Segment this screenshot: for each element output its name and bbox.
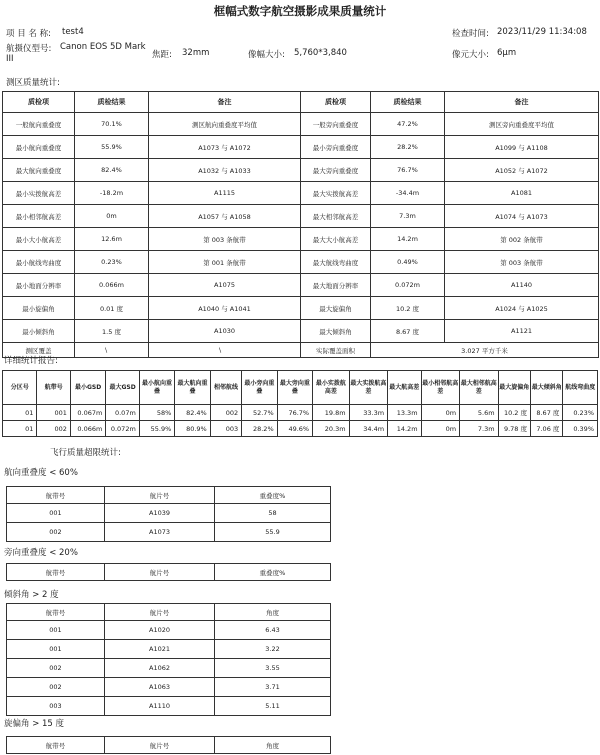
actual-coverage-value: 3.027 平方千米: [371, 343, 599, 358]
quality-row: [3, 297, 599, 320]
detail-cell: 0.066m: [70, 421, 105, 437]
detail-header-cell: 最小实拨航高差: [313, 371, 349, 405]
coverage-label: 测区覆盖: [3, 343, 75, 358]
detail-header-cell: 航带号: [37, 371, 70, 405]
quality-cell: 0.01 度: [75, 297, 149, 320]
quality-row: [3, 182, 599, 205]
quality-table: [2, 91, 599, 358]
quality-row: [3, 113, 599, 136]
quality-cell: 47.2%: [371, 113, 445, 136]
quality-cell: A1024 与 A1025: [445, 297, 599, 320]
limit-header-cell: 角度: [215, 604, 331, 621]
camera-value-line2: III: [6, 54, 14, 64]
project-name-value: test4: [62, 27, 84, 37]
limit-header-cell: 角度: [215, 737, 331, 754]
limit-cell: A1073: [105, 523, 215, 542]
quality-cell: 0.49%: [371, 251, 445, 274]
detail-cell: 0.39%: [563, 421, 598, 437]
detail-cell: 0.067m: [70, 405, 105, 421]
actual-coverage-label: 实际覆盖面积: [301, 343, 371, 358]
limit-header-cell: 航带号: [7, 487, 105, 504]
quality-cell: 最小实拨航高差: [3, 182, 75, 205]
limit-cell: 58: [215, 504, 331, 523]
limit-header-cell: 重叠度%: [215, 564, 331, 581]
camera-label: 航摄仪型号:: [6, 44, 52, 54]
detail-header-cell: 最小航向重叠: [139, 371, 174, 405]
quality-cell: A1081: [445, 182, 599, 205]
detail-cell: 7.06 度: [530, 421, 562, 437]
detail-cell: 7.3m: [460, 421, 499, 437]
quality-row: [3, 320, 599, 343]
quality-cell: 最小航向重叠度: [3, 136, 75, 159]
quality-cell: 最大地面分辨率: [301, 274, 371, 297]
limit-cell: A1062: [105, 659, 215, 678]
check-time-value: 2023/11/29 11:34:08: [497, 27, 587, 37]
detail-header-cell: 最大旋偏角: [498, 371, 530, 405]
quality-row: [3, 251, 599, 274]
coverage-row: [3, 343, 599, 358]
quality-header-cell: 质检项: [301, 92, 371, 113]
quality-cell: 最小地面分辨率: [3, 274, 75, 297]
quality-cell: 第 003 条航带: [149, 228, 301, 251]
quality-cell: 0m: [75, 205, 149, 228]
limit-cell: A1021: [105, 640, 215, 659]
limit-header-cell: 航带号: [7, 737, 105, 754]
limit-header-row: [7, 564, 331, 581]
limit-section-title: 倾斜角 > 2 度: [4, 590, 59, 600]
quality-header-cell: 质检项: [3, 92, 75, 113]
quality-cell: 最大旁向重叠度: [301, 159, 371, 182]
quality-cell: -18.2m: [75, 182, 149, 205]
limit-header-cell: 航带号: [7, 564, 105, 581]
quality-cell: 0.072m: [371, 274, 445, 297]
limit-row: [7, 697, 331, 716]
coverage-result: \: [75, 343, 149, 358]
quality-row: [3, 159, 599, 182]
detail-cell: 5.6m: [460, 405, 499, 421]
limit-table: [6, 563, 331, 581]
quality-cell: 1.5 度: [75, 320, 149, 343]
quality-cell: 最大倾斜角: [301, 320, 371, 343]
limit-cell: A1039: [105, 504, 215, 523]
limit-cell: A1063: [105, 678, 215, 697]
detail-header-cell: 相邻航线: [210, 371, 241, 405]
pixel-size-value: 6μm: [497, 48, 517, 58]
quality-cell: 最大航向重叠度: [3, 159, 75, 182]
quality-cell: 第 001 条航带: [149, 251, 301, 274]
detail-cell: 002: [210, 405, 241, 421]
quality-cell: A1032 与 A1033: [149, 159, 301, 182]
limit-table: [6, 603, 331, 716]
quality-cell: 第 002 条航带: [445, 228, 599, 251]
quality-cell: 一般航向重叠度: [3, 113, 75, 136]
quality-cell: 0.066m: [75, 274, 149, 297]
detail-header-cell: 航线弯曲度: [563, 371, 598, 405]
limit-cell: 3.55: [215, 659, 331, 678]
detail-row: [3, 405, 598, 421]
limit-header-cell: 航带号: [7, 604, 105, 621]
detail-header-cell: 分区号: [3, 371, 37, 405]
detail-cell: 14.2m: [388, 421, 421, 437]
limit-header-cell: 重叠度%: [215, 487, 331, 504]
limit-cell: 001: [7, 621, 105, 640]
detail-header-row: [3, 371, 598, 405]
coverage-note: \: [149, 343, 301, 358]
limit-header-row: [7, 604, 331, 621]
detail-cell: 0.07m: [106, 405, 139, 421]
quality-cell: 10.2 度: [371, 297, 445, 320]
detail-row: [3, 421, 598, 437]
quality-cell: 一般旁向重叠度: [301, 113, 371, 136]
detail-cell: 49.6%: [277, 421, 312, 437]
limit-row: [7, 640, 331, 659]
quality-cell: 28.2%: [371, 136, 445, 159]
detail-header-cell: 最小相邻航高差: [421, 371, 460, 405]
detail-section-title: 详细统计报告:: [4, 356, 58, 366]
quality-row: [3, 274, 599, 297]
limit-cell: 002: [7, 678, 105, 697]
quality-cell: 最小航线弯曲度: [3, 251, 75, 274]
detail-cell: 82.4%: [175, 405, 210, 421]
detail-table: [2, 370, 598, 437]
detail-cell: 58%: [139, 405, 174, 421]
limit-header-cell: 航片号: [105, 564, 215, 581]
detail-cell: 01: [3, 405, 37, 421]
detail-cell: 28.2%: [242, 421, 277, 437]
detail-cell: 52.7%: [242, 405, 277, 421]
detail-cell: 002: [37, 421, 70, 437]
pixel-size-label: 像元大小:: [452, 50, 489, 60]
quality-cell: 最大航线弯曲度: [301, 251, 371, 274]
quality-cell: A1040 与 A1041: [149, 297, 301, 320]
detail-cell: 20.3m: [313, 421, 349, 437]
quality-header-cell: 质检结果: [371, 92, 445, 113]
quality-cell: 最大相邻航高差: [301, 205, 371, 228]
detail-cell: 80.9%: [175, 421, 210, 437]
report-title: 框幅式数字航空摄影成果质量统计: [213, 4, 387, 18]
flight-limit-title: 飞行质量超限统计:: [50, 448, 121, 458]
quality-header-cell: 备注: [149, 92, 301, 113]
detail-cell: 19.8m: [313, 405, 349, 421]
limit-cell: 3.71: [215, 678, 331, 697]
quality-cell: 最小旁向重叠度: [301, 136, 371, 159]
focal-label: 焦距:: [152, 50, 172, 60]
limit-table: [6, 736, 331, 754]
detail-cell: 34.4m: [349, 421, 388, 437]
detail-cell: 01: [3, 421, 37, 437]
detail-cell: 9.78 度: [498, 421, 530, 437]
camera-value-line1: Canon EOS 5D Mark: [60, 42, 146, 52]
limit-section-title: 旋偏角 > 15 度: [4, 719, 65, 729]
quality-cell: 7.3m: [371, 205, 445, 228]
limit-cell: A1020: [105, 621, 215, 640]
quality-cell: 最大旋偏角: [301, 297, 371, 320]
quality-cell: 最小倾斜角: [3, 320, 75, 343]
quality-cell: 55.9%: [75, 136, 149, 159]
quality-cell: 82.4%: [75, 159, 149, 182]
quality-cell: 最小相邻航高差: [3, 205, 75, 228]
limit-cell: 6.43: [215, 621, 331, 640]
quality-cell: A1057 与 A1058: [149, 205, 301, 228]
detail-cell: 0m: [421, 405, 460, 421]
detail-cell: 10.2 度: [498, 405, 530, 421]
detail-header-cell: 最大航高差: [388, 371, 421, 405]
quality-header-cell: 质检结果: [75, 92, 149, 113]
check-time-label: 检查时间:: [452, 29, 489, 39]
quality-section-title: 测区质量统计:: [6, 78, 60, 88]
quality-cell: A1075: [149, 274, 301, 297]
limit-section-title: 旁向重叠度 < 20%: [4, 548, 78, 558]
detail-cell: 8.67 度: [530, 405, 562, 421]
quality-cell: -34.4m: [371, 182, 445, 205]
quality-cell: 8.67 度: [371, 320, 445, 343]
quality-cell: 70.1%: [75, 113, 149, 136]
limit-row: [7, 678, 331, 697]
quality-cell: A1073 与 A1072: [149, 136, 301, 159]
detail-header-cell: 最小旁向重叠: [242, 371, 277, 405]
frame-size-label: 像幅大小:: [248, 50, 285, 60]
quality-header-cell: 备注: [445, 92, 599, 113]
quality-cell: A1121: [445, 320, 599, 343]
limit-row: [7, 621, 331, 640]
limit-cell: 001: [7, 504, 105, 523]
detail-header-cell: 最大旁向重叠: [277, 371, 312, 405]
limit-header-cell: 航片号: [105, 487, 215, 504]
detail-cell: 76.7%: [277, 405, 312, 421]
project-name-label: 项 目 名 称:: [6, 29, 51, 39]
quality-cell: A1052 与 A1072: [445, 159, 599, 182]
quality-cell: 0.23%: [75, 251, 149, 274]
frame-size-value: 5,760*3,840: [294, 48, 347, 58]
limit-header-cell: 航片号: [105, 737, 215, 754]
detail-cell: 0.23%: [563, 405, 598, 421]
detail-cell: 0m: [421, 421, 460, 437]
limit-cell: 55.9: [215, 523, 331, 542]
detail-header-cell: 最大航向重叠: [175, 371, 210, 405]
quality-cell: 最大大小航高差: [301, 228, 371, 251]
limit-header-row: [7, 737, 331, 754]
quality-cell: A1115: [149, 182, 301, 205]
limit-row: [7, 523, 331, 542]
detail-header-cell: 最大相邻航高差: [460, 371, 499, 405]
detail-cell: 001: [37, 405, 70, 421]
quality-cell: 14.2m: [371, 228, 445, 251]
quality-cell: A1074 与 A1073: [445, 205, 599, 228]
limit-cell: 002: [7, 659, 105, 678]
limit-cell: 001: [7, 640, 105, 659]
limit-header-row: [7, 487, 331, 504]
detail-cell: 003: [210, 421, 241, 437]
limit-header-cell: 航片号: [105, 604, 215, 621]
limit-section-title: 航向重叠度 < 60%: [4, 468, 78, 478]
quality-cell: A1140: [445, 274, 599, 297]
limit-cell: A1110: [105, 697, 215, 716]
quality-cell: 12.6m: [75, 228, 149, 251]
quality-cell: 第 003 条航带: [445, 251, 599, 274]
limit-table: [6, 486, 331, 542]
quality-row: [3, 136, 599, 159]
quality-cell: 最小旋偏角: [3, 297, 75, 320]
quality-row: [3, 205, 599, 228]
quality-cell: 最大实拨航高差: [301, 182, 371, 205]
detail-cell: 33.3m: [349, 405, 388, 421]
quality-cell: A1099 与 A1108: [445, 136, 599, 159]
detail-header-cell: 最大实拨航高差: [349, 371, 388, 405]
detail-header-cell: 最大GSD: [106, 371, 139, 405]
focal-value: 32mm: [182, 48, 210, 58]
limit-row: [7, 504, 331, 523]
quality-cell: A1030: [149, 320, 301, 343]
detail-header-cell: 最小GSD: [70, 371, 105, 405]
quality-cell: 最小大小航高差: [3, 228, 75, 251]
limit-cell: 5.11: [215, 697, 331, 716]
detail-cell: 0.072m: [106, 421, 139, 437]
quality-header-row: [3, 92, 599, 113]
quality-cell: 测区旁向重叠度平均值: [445, 113, 599, 136]
limit-cell: 002: [7, 523, 105, 542]
limit-cell: 3.22: [215, 640, 331, 659]
detail-cell: 55.9%: [139, 421, 174, 437]
quality-row: [3, 228, 599, 251]
detail-cell: 13.3m: [388, 405, 421, 421]
quality-cell: 测区航向重叠度平均值: [149, 113, 301, 136]
limit-cell: 003: [7, 697, 105, 716]
detail-header-cell: 最大倾斜角: [530, 371, 562, 405]
quality-cell: 76.7%: [371, 159, 445, 182]
limit-row: [7, 659, 331, 678]
